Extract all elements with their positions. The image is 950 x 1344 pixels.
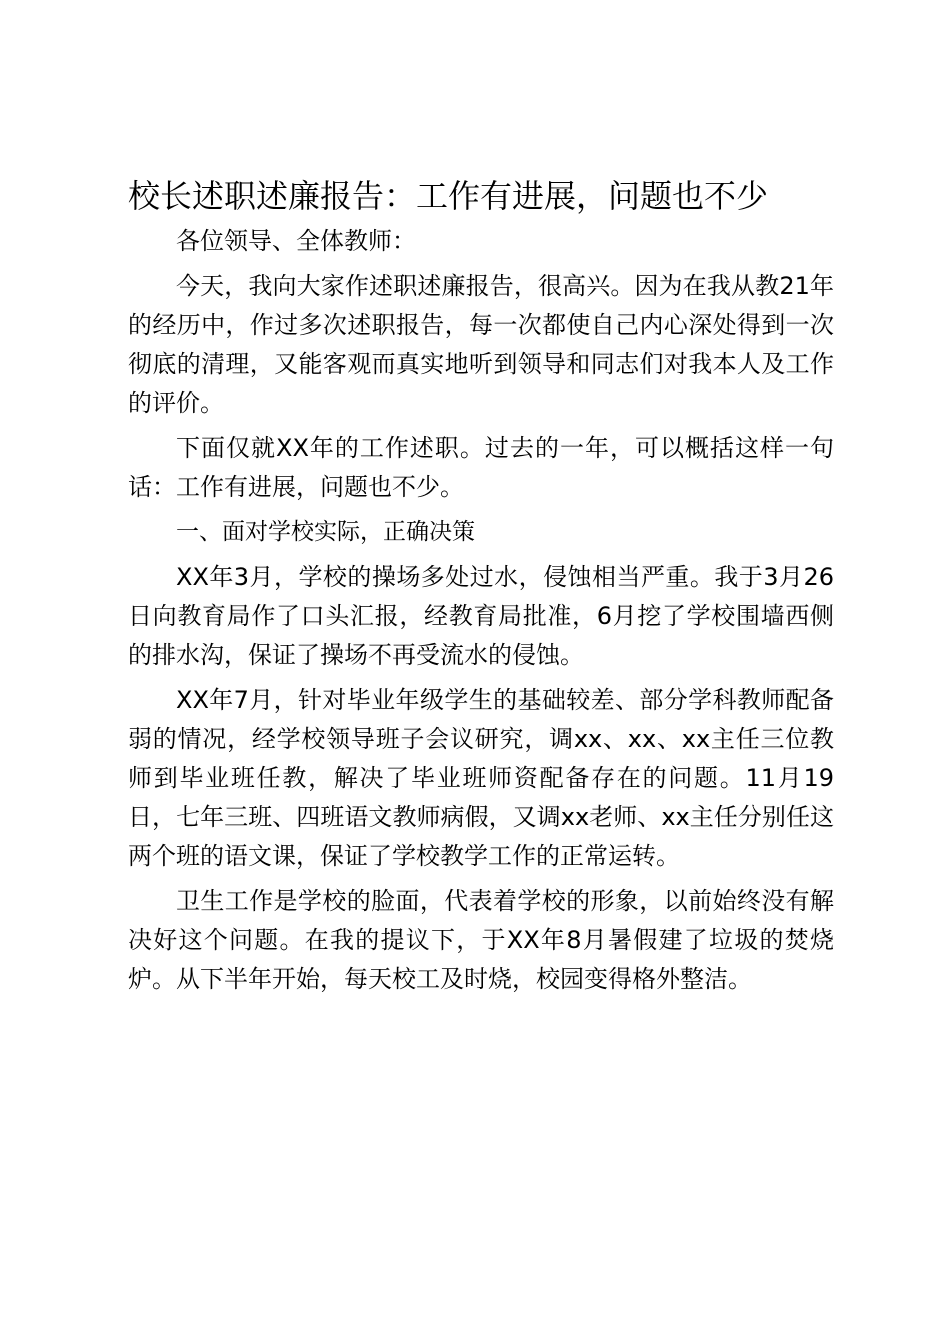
paragraph-summary: 下面仅就XX年的工作述职。过去的一年，可以概括这样一句话：工作有进展，问题也不少。 xyxy=(128,434,834,501)
greeting-line: 各位领导、全体教师： xyxy=(176,227,416,255)
paragraph-intro: 今天，我向大家作述职述廉报告，很高兴。因为在我从教21年的经历中，作过多次述职报告，每一次都使自己内心深处得到一次彻底的清理，又能客观而真实地听到领导和同志们对我本人及工作的评价。 xyxy=(128,272,834,417)
section-heading-1: 一、面对学校实际，正确决策 xyxy=(176,519,475,545)
paragraph-staffing: XX年7月，针对毕业年级学生的基础较差、部分学科教师配备弱的情况，经学校领导班子会议研究，调xx、xx、xx主任三位教师到毕业班任教，解决了毕业班师资配备存在的问题。11月19日，七年三班、四班语文教师病假，又调xx老师、xx主任分别任这两个班的语文课，保证了学校教学工作的正常运转。 xyxy=(128,686,834,870)
document-body xyxy=(128,170,834,1005)
document-title: 校长述职述廉报告：工作有进展，问题也不少 xyxy=(128,177,769,215)
paragraph-drainage: XX年3月，学校的操场多处过水，侵蚀相当严重。我于3月26日向教育局作了口头汇报，经教育局批准，6月挖了学校围墙西侧的排水沟，保证了操场不再受流水的侵蚀。 xyxy=(128,563,834,669)
paragraph-sanitation: 卫生工作是学校的脸面，代表着学校的形象，以前始终没有解决好这个问题。在我的提议下，于XX年8月暑假建了垃圾的焚烧炉。从下半年开始，每天校工及时烧，校园变得格外整洁。 xyxy=(128,887,834,993)
